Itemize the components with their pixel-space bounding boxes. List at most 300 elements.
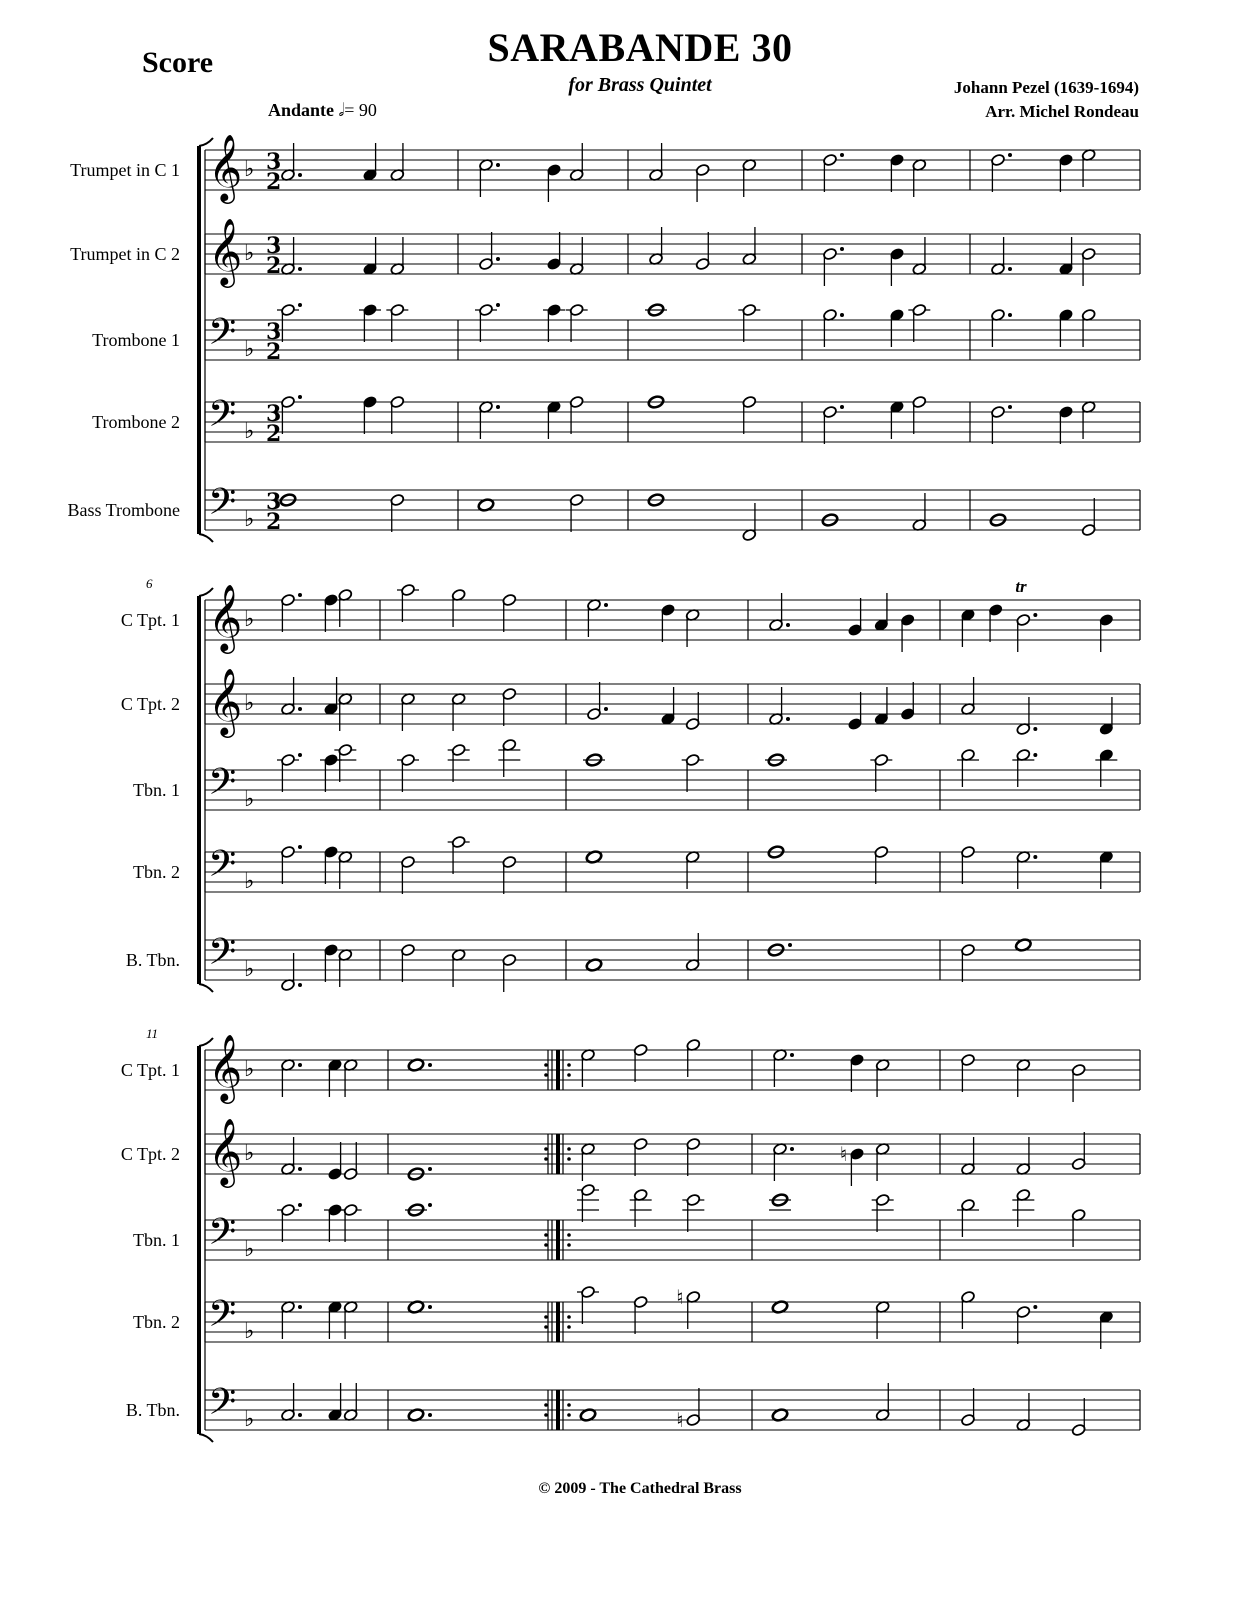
flat-sign: ♭ — [244, 241, 255, 266]
repeat-dot — [567, 1157, 571, 1161]
note — [448, 743, 470, 782]
repeat-dot — [544, 1413, 548, 1417]
augmentation-dot — [840, 153, 844, 157]
note — [960, 608, 975, 647]
augmentation-dot — [1033, 1305, 1037, 1309]
note — [990, 153, 1012, 192]
note — [742, 503, 757, 542]
note — [912, 237, 927, 276]
note — [400, 855, 415, 894]
note — [577, 1183, 599, 1222]
note — [822, 153, 844, 192]
note — [960, 1290, 975, 1329]
note — [386, 303, 408, 342]
staff — [126, 940, 1140, 982]
note — [1081, 308, 1096, 347]
augmentation-dot — [298, 173, 302, 177]
augmentation-dot — [298, 845, 302, 849]
note — [334, 743, 356, 782]
note — [1099, 613, 1114, 652]
note — [580, 1142, 595, 1181]
note — [765, 753, 787, 768]
repeat-dot — [544, 1243, 548, 1247]
note — [960, 845, 975, 884]
repeat-dot — [567, 1073, 571, 1077]
augmentation-dot — [298, 753, 302, 757]
staff — [121, 1050, 1140, 1090]
note — [874, 593, 889, 632]
note — [875, 1383, 890, 1422]
bass-clef-icon: 𝄢 — [208, 1381, 237, 1432]
note — [1058, 237, 1073, 276]
note — [685, 692, 700, 731]
instrument-label: C Tpt. 1 — [120, 1060, 180, 1080]
measure-number: 11 — [146, 1026, 159, 1041]
note — [277, 753, 302, 792]
note — [280, 1383, 302, 1422]
system-3 — [121, 1026, 1140, 1442]
bass-clef-icon: 𝄢 — [208, 311, 237, 362]
note — [323, 593, 338, 632]
augmentation-dot — [298, 1203, 302, 1207]
note — [451, 692, 466, 731]
note — [343, 1300, 358, 1339]
repeat-dot — [544, 1157, 548, 1161]
flat-sign: ♭ — [244, 1141, 255, 1166]
note — [1012, 1188, 1034, 1227]
repeat-dot — [567, 1147, 571, 1151]
note — [405, 1203, 432, 1218]
note — [685, 608, 700, 647]
half-note-icon: 𝅗𝅥 — [338, 100, 345, 120]
augmentation-dot — [496, 405, 500, 409]
note — [1058, 153, 1073, 192]
note — [1012, 748, 1037, 787]
time-signature-numerator: 3 — [266, 233, 282, 259]
note — [960, 677, 975, 716]
repeat-dot — [544, 1315, 548, 1319]
time-signature-denominator: 2 — [266, 421, 282, 447]
bracket-hook — [199, 984, 213, 992]
note — [847, 692, 862, 731]
note — [280, 677, 302, 716]
instrument-label: Tbn. 1 — [133, 780, 180, 800]
bass-clef-icon: 𝄢 — [208, 761, 237, 812]
note — [630, 1188, 652, 1227]
note — [1071, 1132, 1086, 1171]
note — [327, 1142, 342, 1181]
staff — [121, 600, 1140, 640]
note — [1095, 748, 1117, 787]
note — [586, 682, 608, 721]
treble-clef-icon: 𝄞 — [208, 133, 243, 201]
note — [889, 247, 904, 286]
note — [280, 1137, 302, 1176]
note — [583, 753, 605, 768]
augmentation-dot — [786, 623, 790, 627]
note — [908, 303, 930, 342]
treble-clef-icon: 𝄞 — [208, 1117, 243, 1185]
system-2 — [121, 576, 1140, 992]
note — [768, 593, 790, 632]
augmentation-dot — [790, 1147, 794, 1151]
note — [960, 1053, 975, 1092]
piece-title: SARABANDE 30 — [487, 25, 793, 70]
note — [543, 303, 565, 342]
bass-clef-icon: 𝄢 — [208, 481, 237, 532]
note — [280, 237, 302, 276]
note — [478, 158, 500, 197]
measure-number: 6 — [146, 576, 153, 591]
note — [1099, 850, 1114, 889]
note — [1071, 1208, 1086, 1247]
augmentation-dot — [298, 1063, 302, 1067]
repeat-dot — [544, 1147, 548, 1151]
bracket-hook — [199, 1434, 213, 1442]
note — [1058, 405, 1073, 444]
note — [822, 405, 844, 444]
note — [742, 227, 757, 266]
instrument-label: B. Tbn. — [125, 950, 180, 970]
natural-sign: ♮ — [840, 1142, 848, 1166]
note — [822, 247, 844, 286]
repeat-dot — [567, 1315, 571, 1319]
augmentation-dot — [428, 1167, 432, 1171]
note — [338, 948, 353, 987]
note — [343, 1383, 358, 1422]
note — [960, 943, 975, 982]
augmentation-dot — [496, 303, 500, 307]
note — [682, 1193, 704, 1232]
note — [323, 677, 338, 716]
note — [390, 493, 405, 532]
note — [397, 583, 419, 622]
time-signature-numerator: 3 — [266, 489, 282, 515]
note — [685, 850, 700, 889]
augmentation-dot — [496, 257, 500, 261]
repeat-dot — [567, 1413, 571, 1417]
note — [742, 395, 757, 434]
flat-sign: ♭ — [244, 957, 255, 982]
treble-clef-icon: 𝄞 — [208, 1033, 243, 1101]
note — [900, 613, 915, 652]
note — [686, 1137, 701, 1176]
note — [990, 237, 1012, 276]
augmentation-dot — [428, 1203, 432, 1207]
bass-clef-icon: 𝄢 — [208, 1293, 237, 1344]
note — [872, 1193, 894, 1232]
note — [1081, 400, 1096, 439]
note — [847, 598, 862, 637]
note — [686, 1038, 701, 1077]
note — [648, 227, 663, 266]
augmentation-dot — [298, 267, 302, 271]
tempo-value: = 90 — [344, 100, 377, 120]
note — [772, 1048, 794, 1087]
note — [397, 753, 419, 792]
note — [569, 237, 584, 276]
note — [569, 395, 584, 434]
note — [875, 1300, 890, 1339]
instrument-label: Trumpet in C 1 — [70, 160, 180, 180]
note — [769, 1193, 791, 1210]
note — [889, 153, 904, 192]
note — [280, 1300, 302, 1339]
note — [362, 237, 377, 276]
note — [498, 738, 520, 777]
flat-sign: ♭ — [244, 1237, 255, 1262]
note — [874, 687, 889, 726]
augmentation-dot — [840, 247, 844, 251]
note — [870, 753, 892, 792]
flat-sign: ♭ — [244, 157, 255, 182]
repeat-dot — [544, 1325, 548, 1329]
augmentation-dot — [298, 1305, 302, 1309]
note — [390, 143, 405, 182]
flat-sign: ♭ — [244, 691, 255, 716]
augmentation-dot — [840, 405, 844, 409]
note — [478, 400, 500, 439]
instrument-label: Tbn. 2 — [133, 862, 180, 882]
note — [695, 163, 710, 202]
note — [957, 748, 979, 787]
note — [451, 588, 466, 627]
repeat-thick — [556, 1050, 560, 1090]
note — [1081, 498, 1096, 537]
time-signature-denominator: 2 — [266, 339, 282, 365]
instrument-label: Trombone 2 — [92, 412, 180, 432]
augmentation-dot — [1008, 313, 1012, 317]
repeat-dot — [544, 1403, 548, 1407]
staff — [92, 319, 1140, 365]
note — [362, 143, 377, 182]
augmentation-dot — [428, 1305, 432, 1309]
instrument-label: Tbn. 2 — [133, 1312, 180, 1332]
note — [577, 1285, 599, 1324]
note — [323, 943, 338, 982]
note — [1016, 697, 1038, 736]
note — [580, 1048, 595, 1087]
repeat-dot — [544, 1063, 548, 1067]
note — [912, 493, 927, 532]
note — [990, 308, 1012, 347]
trill-mark: tr — [1015, 577, 1027, 596]
note — [912, 158, 927, 197]
note — [569, 493, 584, 532]
note — [277, 1203, 302, 1242]
arranger-credit: Arr. Michel Rondeau — [985, 102, 1139, 121]
note — [957, 1198, 979, 1237]
note — [1016, 1393, 1031, 1432]
note — [960, 1137, 975, 1176]
note — [280, 845, 302, 884]
augmentation-dot — [1033, 753, 1037, 757]
note — [660, 603, 675, 642]
note — [400, 692, 415, 731]
note — [327, 1058, 342, 1097]
note — [451, 948, 466, 987]
note — [633, 1295, 648, 1334]
time-signature-denominator: 2 — [266, 509, 282, 535]
note — [338, 588, 353, 627]
note — [340, 1203, 362, 1242]
bass-clef-icon: 𝄢 — [208, 843, 237, 894]
note — [849, 1053, 864, 1092]
treble-clef-icon: 𝄞 — [208, 667, 243, 735]
note — [633, 1043, 648, 1082]
augmentation-dot — [298, 1413, 302, 1417]
note — [912, 395, 927, 434]
natural-sign: ♮ — [676, 1408, 684, 1432]
note — [569, 143, 584, 182]
staff — [121, 1134, 1140, 1174]
note — [633, 1137, 648, 1176]
augmentation-dot — [604, 707, 608, 711]
augmentation-dot — [298, 303, 302, 307]
augmentation-dot — [428, 1063, 432, 1067]
note — [1015, 577, 1037, 652]
augmentation-dot — [1033, 855, 1037, 859]
note — [738, 303, 760, 342]
note — [1016, 850, 1038, 889]
staff — [133, 852, 1140, 894]
flat-sign: ♭ — [244, 1057, 255, 1082]
note — [280, 143, 302, 182]
note — [546, 232, 561, 271]
flat-sign: ♭ — [244, 869, 255, 894]
bass-clef-icon: 𝄢 — [208, 931, 237, 982]
time-signature-numerator: 3 — [266, 401, 282, 427]
note — [323, 845, 338, 884]
note — [546, 163, 561, 202]
note — [338, 692, 353, 731]
note — [566, 303, 588, 342]
note — [1016, 1137, 1031, 1176]
piece-subtitle: for Brass Quintet — [568, 74, 712, 96]
instrument-label: C Tpt. 2 — [120, 694, 180, 714]
note — [338, 850, 353, 889]
time-signature-numerator: 3 — [266, 149, 282, 175]
augmentation-dot — [840, 313, 844, 317]
note — [660, 687, 675, 726]
repeat-thick — [556, 1302, 560, 1342]
repeat-thick — [556, 1220, 560, 1260]
note — [1081, 247, 1096, 286]
note — [1016, 1058, 1031, 1097]
staff — [133, 1220, 1140, 1262]
repeat-dot — [567, 1325, 571, 1329]
bass-clef-icon: 𝄢 — [208, 393, 237, 444]
repeat-dot — [544, 1233, 548, 1237]
composer-credit: Johann Pezel (1639-1694) — [953, 78, 1139, 97]
instrument-label: C Tpt. 2 — [120, 1144, 180, 1164]
flat-sign: ♭ — [244, 607, 255, 632]
augmentation-dot — [298, 395, 302, 399]
note — [874, 845, 889, 884]
repeat-dot — [567, 1233, 571, 1237]
note — [1099, 1310, 1114, 1349]
copyright-notice: © 2009 - The Cathedral Brass — [538, 1480, 742, 1497]
note — [586, 598, 608, 637]
note — [1016, 1305, 1038, 1344]
augmentation-dot — [786, 717, 790, 721]
repeat-dot — [567, 1063, 571, 1067]
note — [1058, 308, 1073, 347]
instrument-label: Trombone 1 — [92, 330, 180, 350]
augmentation-dot — [298, 707, 302, 711]
augmentation-dot — [788, 943, 792, 947]
note — [324, 1203, 346, 1242]
note — [448, 835, 470, 874]
note — [475, 303, 500, 342]
instrument-label: B. Tbn. — [125, 1400, 180, 1420]
note — [960, 1388, 975, 1427]
note — [875, 1058, 890, 1097]
note — [327, 1383, 342, 1422]
note — [889, 400, 904, 439]
note — [502, 855, 517, 894]
note — [988, 603, 1003, 642]
note — [768, 687, 790, 726]
note — [390, 395, 405, 434]
note — [400, 943, 415, 982]
time-signature-denominator: 2 — [266, 169, 282, 195]
augmentation-dot — [298, 593, 302, 597]
note — [362, 395, 377, 434]
note — [546, 400, 561, 439]
flat-sign: ♭ — [244, 419, 255, 444]
note — [648, 143, 663, 182]
flat-sign: ♭ — [244, 507, 255, 532]
repeat-dot — [567, 1403, 571, 1407]
treble-clef-icon: 𝄞 — [208, 583, 243, 651]
flat-sign: ♭ — [244, 1319, 255, 1344]
augmentation-dot — [298, 983, 302, 987]
instrument-label: Trumpet in C 2 — [70, 244, 180, 264]
note — [280, 1058, 302, 1097]
note — [359, 303, 381, 342]
note — [327, 1300, 342, 1339]
note — [822, 308, 844, 347]
instrument-label: Tbn. 1 — [133, 1230, 180, 1250]
note — [502, 593, 517, 632]
flat-sign: ♭ — [244, 1407, 255, 1432]
augmentation-dot — [496, 163, 500, 167]
note — [889, 308, 904, 347]
note — [390, 237, 405, 276]
repeat-thick — [556, 1390, 560, 1430]
note — [1099, 697, 1114, 736]
augmentation-dot — [1033, 613, 1037, 617]
bracket-hook — [199, 534, 213, 542]
note — [900, 682, 915, 721]
note — [990, 405, 1012, 444]
staff — [126, 1390, 1140, 1432]
note — [695, 232, 710, 271]
tempo-word: Andante — [268, 100, 335, 120]
note — [742, 158, 757, 197]
score-label: Score — [142, 46, 214, 79]
note — [280, 593, 302, 632]
staff — [92, 401, 1140, 447]
instrument-label: Bass Trombone — [67, 500, 180, 520]
note — [343, 1142, 358, 1181]
flat-sign: ♭ — [244, 337, 255, 362]
note — [682, 753, 704, 792]
note — [502, 953, 517, 992]
note — [685, 933, 700, 972]
note — [280, 953, 302, 992]
